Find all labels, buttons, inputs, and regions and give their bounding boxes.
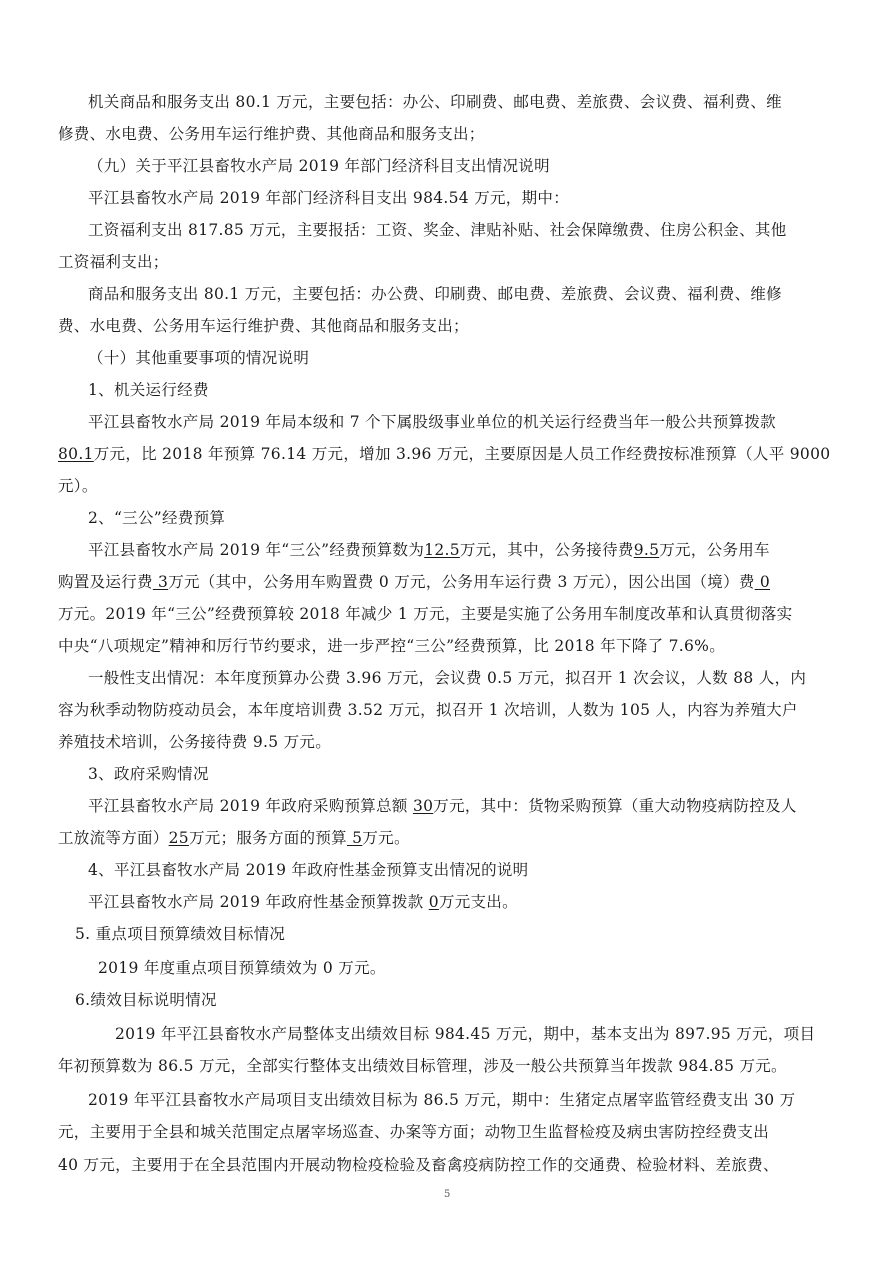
subsection-heading: 6.绩效目标说明情况 (75, 991, 217, 1009)
text-run: 万元支出。 (438, 893, 518, 911)
paragraph-line: 费、水电费、公务用车运行维护费、其他商品和服务支出； (58, 317, 469, 335)
paragraph-line: 2019 年平江县畜牧水产局项目支出绩效目标为 86.5 万元，期中：生猪定点屠宰监管经费支出 30 万 (88, 1091, 796, 1109)
underlined-value: 0 (428, 893, 439, 911)
text-run: 万元。 (362, 829, 410, 847)
paragraph-line (58, 444, 848, 464)
underlined-value: 0 (754, 573, 771, 591)
paragraph-line: 中央“八项规定”精神和厉行节约要求，进一步严控“三公”经费预算，比 2018 年下降了 7.6%。 (58, 637, 726, 655)
underlined-value: 80.1 (58, 445, 94, 463)
section-heading: （十）其他重要事项的情况说明 (88, 349, 310, 367)
paragraph-line: 年初预算数为 86.5 万元，全部实行整体支出绩效目标管理，涉及一般公共预算当年拨款 984.85 万元。 (58, 1057, 787, 1075)
text-run: 万元；服务方面的预算 (188, 829, 347, 847)
paragraph-line: 一般性支出情况：本年度预算办公费 3.96 万元，会议费 0.5 万元，拟召开 1 次会议，人数 88 人，内 (88, 669, 807, 687)
paragraph-line: 机关商品和服务支出 80.1 万元，主要包括：办公、印刷费、邮电费、差旅费、会议费、福利费、维 (88, 93, 782, 111)
paragraph-line: 元，主要用于全县和城关范围定点屠宰场巡查、办案等方面；动物卫生监督检疫及病虫害防控经费支出 (58, 1123, 770, 1141)
paragraph-line: 万元。2019 年“三公”经费预算较 2018 年减少 1 万元，主要是实施了公务用车制度改革和认真贯彻落实 (58, 605, 793, 623)
subsection-heading: 3、政府采购情况 (88, 765, 209, 783)
paragraph-line: 工资福利支出 817.85 万元，主要报括：工资、奖金、津贴补贴、社会保障缴费、住房公积金、其他 (88, 221, 787, 239)
underlined-value: 25 (168, 829, 189, 847)
text-run: 平江县畜牧水产局 2019 年政府采购预算总额 (88, 797, 413, 815)
section-heading: （九）关于平江县畜牧水产局 2019 年部门经济科目支出情况说明 (88, 157, 550, 175)
underlined-value: 9.5 (633, 541, 660, 559)
subsection-heading: 1、机关运行经费 (88, 381, 209, 399)
text-run: 万元，其中：货物采购预算（重大动物疫病防控及人 (433, 797, 797, 815)
subsection-heading: 5. 重点项目预算绩效目标情况 (75, 925, 286, 943)
subsection-heading: 4、平江县畜牧水产局 2019 年政府性基金预算支出情况的说明 (88, 861, 529, 879)
paragraph-line: 平江县畜牧水产局 2019 年局本级和 7 个下属股级事业单位的机关运行经费当年一般公共预算拨款 (88, 413, 776, 431)
paragraph-line (88, 892, 878, 912)
paragraph-line: 平江县畜牧水产局 2019 年部门经济科目支出 984.54 万元，期中： (88, 189, 569, 207)
text-run: 万元，比 2018 年预算 76.14 万元，增加 3.96 万元，主要原因是人员工作经费按标准预算（人平 9000 (93, 445, 831, 463)
paragraph-line: 容为秋季动物防疫动员会，本年度培训费 3.52 万元，拟召开 1 次培训，人数为 105 人，内容为养殖大户 (58, 701, 798, 719)
paragraph-line: 40 万元，主要用于在全县范围内开展动物检疫检验及畜禽疫病防控工作的交通费、检验材料、差旅费、 (58, 1156, 779, 1174)
underlined-value: 5 (346, 829, 363, 847)
paragraph-line: 养殖技术培训，公务接待费 9.5 万元。 (58, 733, 332, 751)
text-run: 万元，公务用车 (659, 541, 770, 559)
paragraph-line: 元）。 (58, 477, 98, 495)
text-run: 工放流等方面） (58, 829, 169, 847)
underlined-value: 30 (412, 797, 434, 815)
paragraph-line: 修费、水电费、公务用车运行维护费、其他商品和服务支出； (58, 125, 485, 143)
text-run: 万元（其中，公务用车购置费 0 万元，公务用车运行费 3 万元），因公出国（境）费 (168, 573, 755, 591)
subsection-heading: 2、“三公”经费预算 (88, 509, 226, 527)
paragraph-line (58, 828, 848, 848)
paragraph-line (88, 796, 878, 816)
paragraph-line: 2019 年平江县畜牧水产局整体支出绩效目标 984.45 万元，期中，基本支出为 897.95 万元，项目 (115, 1025, 816, 1043)
page-number: 5 (444, 1189, 451, 1200)
text-run: 万元，其中，公务接待费 (459, 541, 634, 559)
paragraph-line: 2019 年度重点项目预算绩效为 0 万元。 (98, 959, 386, 977)
paragraph-line: 商品和服务支出 80.1 万元，主要包括：办公费、印刷费、邮电费、差旅费、会议费、福利费、维修 (88, 285, 782, 303)
text-run: 平江县畜牧水产局 2019 年政府性基金预算拨款 (88, 893, 429, 911)
paragraph-line (88, 540, 878, 560)
paragraph-line: 工资福利支出； (58, 253, 169, 271)
text-run: 购置及运行费 (58, 573, 153, 591)
underlined-value: 12.5 (424, 541, 460, 559)
underlined-value: 3 (152, 573, 169, 591)
paragraph-line (58, 572, 848, 592)
text-run: 平江县畜牧水产局 2019 年“三公”经费预算数为 (88, 541, 425, 559)
